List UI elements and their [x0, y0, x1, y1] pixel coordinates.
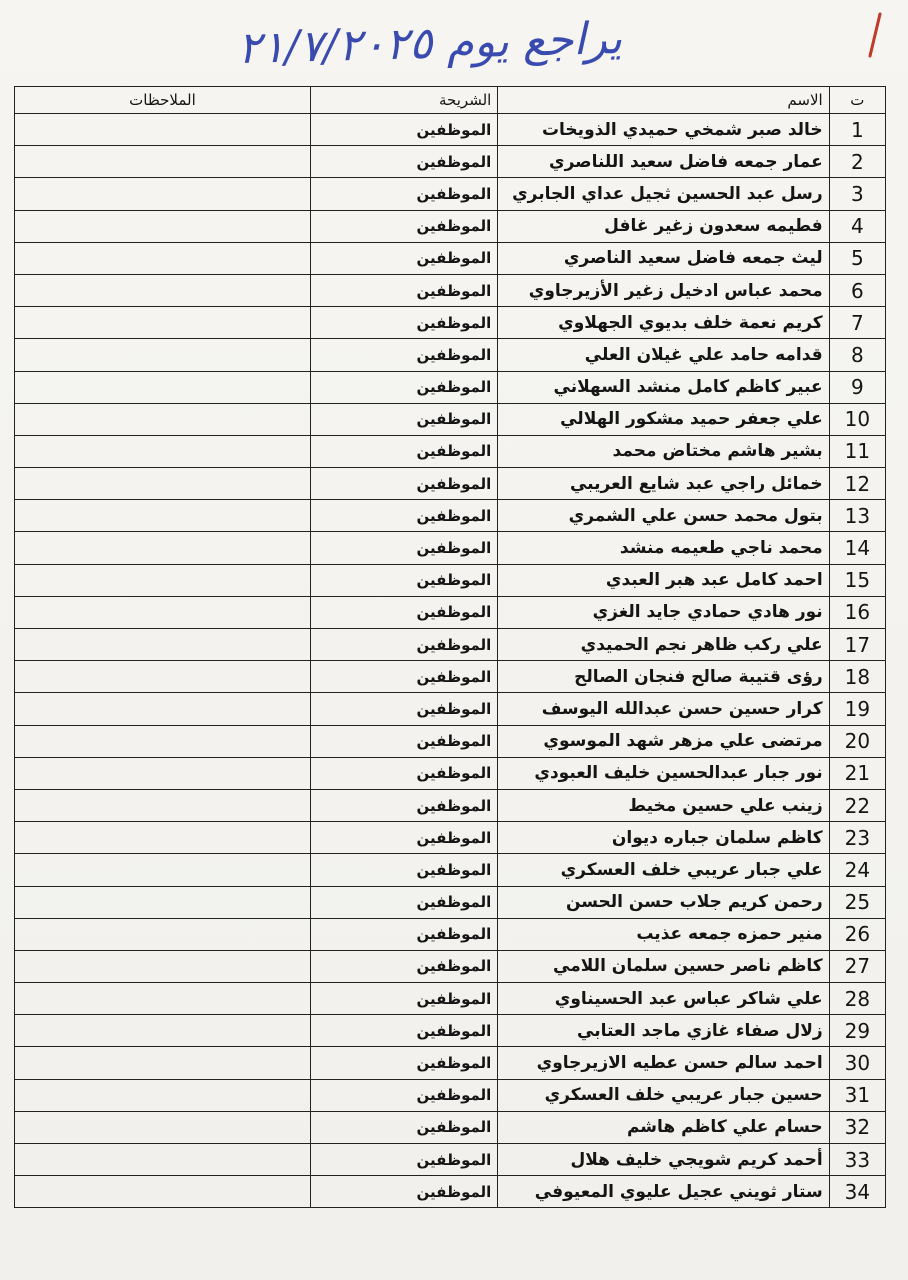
table-row [15, 146, 886, 178]
table-row [15, 371, 886, 403]
row-number: 25 [829, 886, 885, 918]
row-notes [15, 1176, 311, 1208]
row-number: 34 [829, 1176, 885, 1208]
employee-name: مرتضى علي مزهر شهد الموسوي [498, 725, 829, 757]
employee-name: علي ركب ظاهر نجم الحميدي [498, 629, 829, 661]
employee-name: قدامه حامد علي غيلان العلي [498, 339, 829, 371]
table-row [15, 339, 886, 371]
employee-category: الموظفين [310, 500, 497, 532]
employee-name: ستار ثويني عجيل عليوي المعيوفي [498, 1176, 829, 1208]
row-number: 21 [829, 757, 885, 789]
employee-name: عبير كاظم كامل منشد السهلاني [498, 371, 829, 403]
table-row [15, 789, 886, 821]
table-row [15, 242, 886, 274]
row-notes [15, 532, 311, 564]
row-notes [15, 146, 311, 178]
row-notes [15, 983, 311, 1015]
table-row [15, 596, 886, 628]
table-row [15, 114, 886, 146]
row-notes [15, 918, 311, 950]
employee-name: عمار جمعه فاضل سعيد اللناصري [498, 146, 829, 178]
table-row [15, 468, 886, 500]
row-number: 27 [829, 950, 885, 982]
row-number: 7 [829, 307, 885, 339]
employee-category: الموظفين [310, 114, 497, 146]
row-number: 10 [829, 403, 885, 435]
row-notes [15, 596, 311, 628]
employee-category: الموظفين [310, 918, 497, 950]
row-notes [15, 564, 311, 596]
row-number: 1 [829, 114, 885, 146]
employee-category: الموظفين [310, 1111, 497, 1143]
employee-name: كاظم ناصر حسين سلمان اللامي [498, 950, 829, 982]
table-row [15, 886, 886, 918]
employee-category: الموظفين [310, 822, 497, 854]
employee-name: رسل عبد الحسين ثجيل عداي الجابري [498, 178, 829, 210]
employee-name: نور هادي حمادي جايد الغزي [498, 596, 829, 628]
row-number: 2 [829, 146, 885, 178]
row-notes [15, 403, 311, 435]
row-number: 8 [829, 339, 885, 371]
employee-category: الموظفين [310, 532, 497, 564]
row-notes [15, 339, 311, 371]
table-row [15, 532, 886, 564]
row-notes [15, 1144, 311, 1176]
row-number: 31 [829, 1079, 885, 1111]
row-number: 28 [829, 983, 885, 1015]
row-notes [15, 725, 311, 757]
row-number: 6 [829, 274, 885, 306]
row-number: 5 [829, 242, 885, 274]
employee-category: الموظفين [310, 339, 497, 371]
row-notes [15, 757, 311, 789]
employee-category: الموظفين [310, 307, 497, 339]
employee-category: الموظفين [310, 886, 497, 918]
row-number: 26 [829, 918, 885, 950]
employee-category: الموظفين [310, 242, 497, 274]
table-row [15, 1111, 886, 1143]
row-notes [15, 1111, 311, 1143]
row-number: 13 [829, 500, 885, 532]
employee-name: كريم نعمة خلف بديوي الجهلاوي [498, 307, 829, 339]
row-number: 11 [829, 435, 885, 467]
table-row [15, 725, 886, 757]
row-number: 4 [829, 210, 885, 242]
row-number: 9 [829, 371, 885, 403]
table-header-row [15, 87, 886, 114]
handwritten-review-date: يراجع يوم ٢١/٧/٢٠٢٥ [236, 12, 623, 75]
employee-category: الموظفين [310, 789, 497, 821]
row-number: 22 [829, 789, 885, 821]
employee-category: الموظفين [310, 725, 497, 757]
row-number: 17 [829, 629, 885, 661]
employee-name: كرار حسين حسن عبدالله اليوسف [498, 693, 829, 725]
row-number: 18 [829, 661, 885, 693]
employee-list-table [14, 86, 886, 1208]
table-row [15, 1176, 886, 1208]
row-number: 29 [829, 1015, 885, 1047]
employee-name: علي جبار عريبي خلف العسكري [498, 854, 829, 886]
row-notes [15, 822, 311, 854]
employee-category: الموظفين [310, 757, 497, 789]
table-row [15, 854, 886, 886]
employee-name: بشير هاشم مختاض محمد [498, 435, 829, 467]
employee-category: الموظفين [310, 468, 497, 500]
employee-category: الموظفين [310, 1079, 497, 1111]
employee-category: الموظفين [310, 146, 497, 178]
row-notes [15, 693, 311, 725]
employee-name: علي جعفر حميد مشكور الهلالي [498, 403, 829, 435]
employee-category: الموظفين [310, 596, 497, 628]
employee-name: أحمد كريم شويجي خليف هلال [498, 1144, 829, 1176]
row-notes [15, 789, 311, 821]
employee-category: الموظفين [310, 1144, 497, 1176]
row-notes [15, 950, 311, 982]
row-notes [15, 178, 311, 210]
row-notes [15, 500, 311, 532]
employee-category: الموظفين [310, 1015, 497, 1047]
row-number: 12 [829, 468, 885, 500]
row-notes [15, 274, 311, 306]
table-row [15, 1047, 886, 1079]
row-notes [15, 886, 311, 918]
table-row [15, 500, 886, 532]
table-row [15, 983, 886, 1015]
row-notes [15, 629, 311, 661]
table-row [15, 918, 886, 950]
row-number: 20 [829, 725, 885, 757]
employee-name: احمد سالم حسن عطيه الازيرجاوي [498, 1047, 829, 1079]
employee-category: الموظفين [310, 1176, 497, 1208]
row-number: 30 [829, 1047, 885, 1079]
table-row [15, 757, 886, 789]
row-notes [15, 435, 311, 467]
employee-category: الموظفين [310, 983, 497, 1015]
row-notes [15, 1047, 311, 1079]
table-row [15, 435, 886, 467]
row-number: 32 [829, 1111, 885, 1143]
row-notes [15, 1079, 311, 1111]
table-row [15, 307, 886, 339]
row-notes [15, 242, 311, 274]
row-number: 33 [829, 1144, 885, 1176]
row-number: 16 [829, 596, 885, 628]
table-body [15, 114, 886, 1208]
row-number: 14 [829, 532, 885, 564]
row-notes [15, 1015, 311, 1047]
employee-category: الموظفين [310, 854, 497, 886]
employee-name: منير حمزه جمعه عذيب [498, 918, 829, 950]
row-notes [15, 114, 311, 146]
table-row [15, 1144, 886, 1176]
employee-category: الموظفين [310, 950, 497, 982]
employee-category: الموظفين [310, 403, 497, 435]
row-number: 3 [829, 178, 885, 210]
row-notes [15, 661, 311, 693]
row-notes [15, 371, 311, 403]
table-row [15, 564, 886, 596]
row-notes [15, 854, 311, 886]
employee-category: الموظفين [310, 629, 497, 661]
employee-name: محمد عباس ادخيل زغير الأزيرجاوي [498, 274, 829, 306]
employee-name: بتول محمد حسن علي الشمري [498, 500, 829, 532]
column-header-category: الشريحة [310, 87, 497, 114]
employee-name: حسين جبار عريبي خلف العسكري [498, 1079, 829, 1111]
employee-category: الموظفين [310, 435, 497, 467]
employee-name: علي شاكر عباس عبد الحسيناوي [498, 983, 829, 1015]
employee-category: الموظفين [310, 693, 497, 725]
table-row [15, 693, 886, 725]
employee-name: فطيمه سعدون زغير غافل [498, 210, 829, 242]
employee-name: احمد كامل عبد هبر العبدي [498, 564, 829, 596]
employee-category: الموظفين [310, 1047, 497, 1079]
employee-name: نور جبار عبدالحسين خليف العبودي [498, 757, 829, 789]
employee-name: ليث جمعه فاضل سعيد الناصري [498, 242, 829, 274]
row-number: 19 [829, 693, 885, 725]
employee-category: الموظفين [310, 210, 497, 242]
table-row [15, 403, 886, 435]
employee-category: الموظفين [310, 274, 497, 306]
row-number: 15 [829, 564, 885, 596]
employee-category: الموظفين [310, 371, 497, 403]
table-row [15, 1079, 886, 1111]
table-row [15, 178, 886, 210]
table-row [15, 1015, 886, 1047]
employee-name: رحمن كريم جلاب حسن الحسن [498, 886, 829, 918]
employee-category: الموظفين [310, 564, 497, 596]
row-notes [15, 210, 311, 242]
column-header-number: ت [829, 87, 885, 114]
row-notes [15, 307, 311, 339]
column-header-notes: الملاحظات [15, 87, 311, 114]
table-row [15, 274, 886, 306]
employee-name: زينب علي حسين مخيط [498, 789, 829, 821]
row-number: 23 [829, 822, 885, 854]
employee-category: الموظفين [310, 178, 497, 210]
employee-category: الموظفين [310, 661, 497, 693]
table-row [15, 661, 886, 693]
employee-name: حسام علي كاظم هاشم [498, 1111, 829, 1143]
pen-stroke-mark [858, 10, 888, 62]
row-number: 24 [829, 854, 885, 886]
column-header-name: الاسم [498, 87, 829, 114]
employee-name: رؤى قتيبة صالح فنجان الصالح [498, 661, 829, 693]
employee-name: محمد ناجي طعيمه منشد [498, 532, 829, 564]
table-row [15, 210, 886, 242]
table-row [15, 629, 886, 661]
row-notes [15, 468, 311, 500]
table-row [15, 950, 886, 982]
employee-name: كاظم سلمان جباره ديوان [498, 822, 829, 854]
employee-name: خمائل راجي عبد شايع العريبي [498, 468, 829, 500]
employee-name: خالد صبر شمخي حميدي الذويخات [498, 114, 829, 146]
table-row [15, 822, 886, 854]
employee-name: زلال صفاء غازي ماجد العتابي [498, 1015, 829, 1047]
